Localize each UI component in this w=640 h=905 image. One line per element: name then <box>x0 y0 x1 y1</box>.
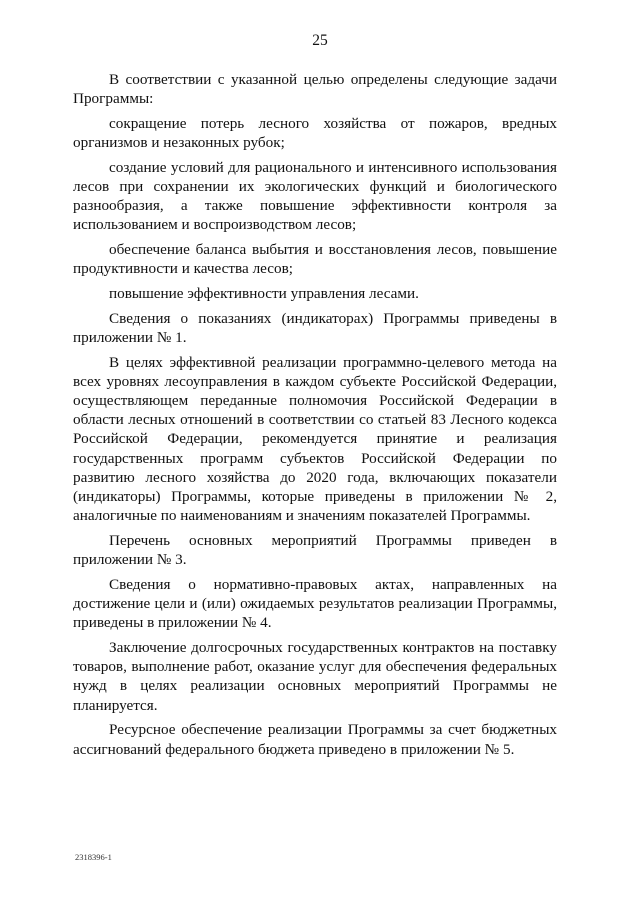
paragraph-task-management: повышение эффективности управления лесами. <box>109 285 419 303</box>
paragraph-contracts: Заключение долгосрочных государственных контрактов на поставку товаров, выполнение работ, оказание услуг для обеспечения федеральных нужд в целях реализации основных мероприятий Программы не планируется. <box>73 638 557 714</box>
paragraph-legal-acts: Сведения о нормативно-правовых актах, направленных на достижение цели и (или) ожидаемых результатов реализации Программы, приведены в приложении № 4. <box>73 575 557 632</box>
paragraph-task-losses: сокращение потерь лесного хозяйства от пожаров, вредных организмов и незаконных рубок; <box>73 114 557 152</box>
paragraph-task-conditions: создание условий для рационального и интенсивного использования лесов при сохранении их экологических функций и биологического разнообразия, а также повышение эффективности контроля за использованием и воспроизводством лесов; <box>73 158 557 234</box>
paragraph-resources: Ресурсное обеспечение реализации Программы за счет бюджетных ассигнований федерального бюджета приведено в приложении № 5. <box>73 721 557 758</box>
document-code: 2318396-1 <box>75 852 112 862</box>
paragraph-indicators: Сведения о показаниях (индикаторах) Программы приведены в приложении № 1. <box>73 309 557 346</box>
document-body <box>73 70 557 764</box>
paragraph-regional-programs: В целях эффективной реализации программно-целевого метода на всех уровнях лесоуправления в каждом субъекте Российской Федерации, осуществляющем переданные полномочия Российской Федерации в области лесных отношений в соответствии со статьей 83 Лесного кодекса Российской Федерации, рекомендуется принятие и реализация государственных программ субъектов Российской Федерации по развитию лесного хозяйства до 2020 года, включающих показатели (индикаторы) Программы, которые приведены в приложении № 2, аналогичные по наименованиям и значениям показателей Программы. <box>73 353 557 525</box>
paragraph-task-balance: обеспечение баланса выбытия и восстановления лесов, повышение продуктивности и качества лесов; <box>73 241 557 278</box>
page-number: 25 <box>312 32 328 49</box>
paragraph-activities-list: Перечень основных мероприятий Программы приведен в приложении № 3. <box>73 531 557 569</box>
paragraph-tasks-intro: В соответствии с указанной целью определены следующие задачи Программы: <box>73 71 557 108</box>
